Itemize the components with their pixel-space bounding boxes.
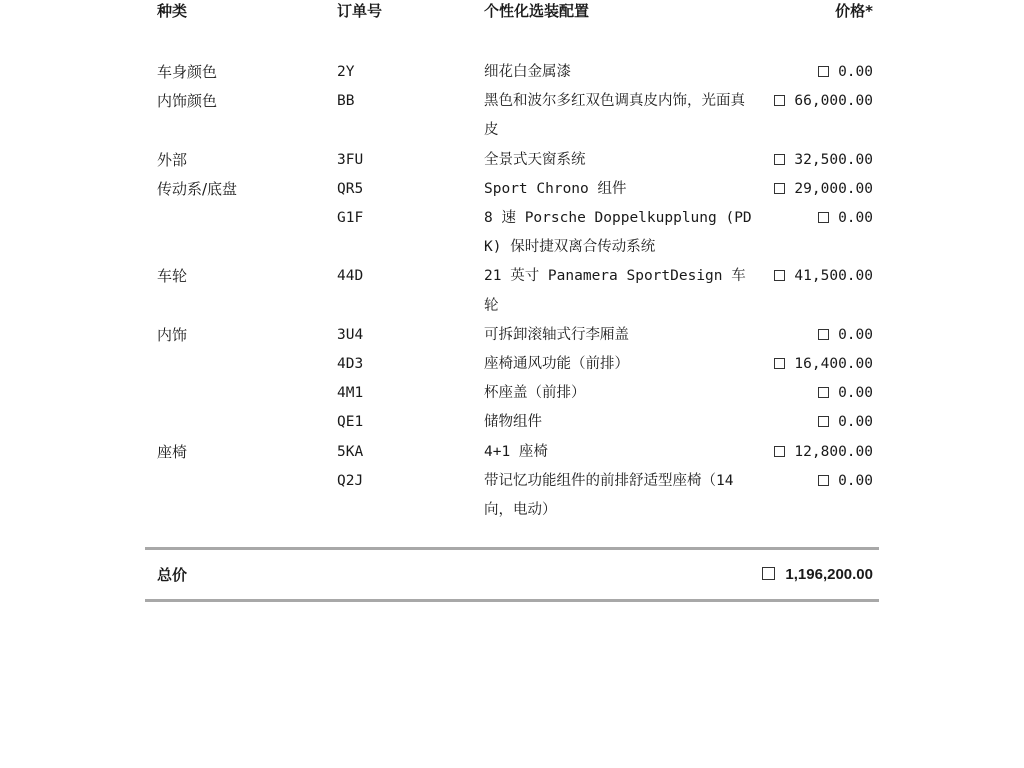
row-price: 0.00 xyxy=(838,64,873,80)
row-option: 4+1 座椅 xyxy=(484,443,548,460)
row-code: Q2J xyxy=(337,472,364,489)
row-price: 12,800.00 xyxy=(794,443,873,460)
row-category: 车身颜色 xyxy=(157,63,218,81)
total-divider-top xyxy=(145,547,879,550)
checkbox-icon xyxy=(818,329,829,340)
row-code: 3U4 xyxy=(337,326,364,343)
row-price-cell xyxy=(774,262,873,291)
row-code: 5KA xyxy=(337,443,364,460)
row-price-cell xyxy=(774,175,873,204)
header-order-code: 订单号 xyxy=(337,2,383,20)
row-price: 32,500.00 xyxy=(794,151,873,168)
row-price: 29,000.00 xyxy=(794,180,873,197)
row-option: Sport Chrono 组件 xyxy=(484,180,627,197)
row-price-cell xyxy=(774,350,873,379)
total-label: 总价 xyxy=(157,566,188,584)
checkbox-icon xyxy=(774,270,785,281)
row-category: 传动系/底盘 xyxy=(157,179,238,198)
total-price-cell xyxy=(762,565,873,585)
row-price: 0.00 xyxy=(838,210,873,227)
table-row xyxy=(0,379,1024,408)
row-category: 内饰颜色 xyxy=(157,92,218,111)
header-price: 价格* xyxy=(835,2,873,20)
row-code: 4M1 xyxy=(337,385,364,402)
row-price-cell xyxy=(818,321,873,350)
checkbox-icon xyxy=(818,475,829,486)
checkbox-icon xyxy=(774,183,785,194)
row-code: QR5 xyxy=(337,180,364,197)
table-row xyxy=(0,408,1024,437)
table-row xyxy=(0,204,1024,262)
row-price: 0.00 xyxy=(838,414,873,431)
table-row xyxy=(0,146,1024,175)
header-category: 种类 xyxy=(157,2,188,20)
table-header xyxy=(0,0,1024,24)
row-option: 8 速 Porsche Doppelkupplung (PDK) 保时捷双离合传动系统 xyxy=(484,210,752,256)
checkbox-icon xyxy=(818,212,829,223)
checkbox-icon xyxy=(818,387,829,398)
row-price-cell xyxy=(818,204,873,233)
table-row xyxy=(0,467,1024,525)
header-option: 个性化选装配置 xyxy=(484,2,590,20)
row-code: 2Y xyxy=(337,64,355,80)
row-code: 44D xyxy=(337,268,364,285)
row-price: 0.00 xyxy=(838,326,873,343)
row-option: 可拆卸滚轴式行李厢盖 xyxy=(484,326,629,343)
row-price-cell xyxy=(818,408,873,437)
row-price: 16,400.00 xyxy=(794,356,873,373)
table-row xyxy=(0,438,1024,467)
checkbox-icon xyxy=(774,446,785,457)
row-category: 车轮 xyxy=(157,267,188,286)
row-price-cell xyxy=(774,87,873,116)
table-row xyxy=(0,262,1024,320)
row-code: QE1 xyxy=(337,414,364,431)
table-row xyxy=(0,350,1024,379)
row-code: 4D3 xyxy=(337,356,364,373)
row-category: 内饰 xyxy=(157,325,188,344)
row-code: 3FU xyxy=(337,151,364,168)
row-option: 21 英寸 Panamera SportDesign 车轮 xyxy=(484,268,746,314)
table-row xyxy=(0,175,1024,204)
row-option: 黑色和波尔多红双色调真皮内饰，光面真皮 xyxy=(484,93,745,139)
row-price-cell xyxy=(774,438,873,467)
checkbox-icon xyxy=(774,95,785,106)
row-category: 外部 xyxy=(157,150,188,169)
row-price-cell xyxy=(818,467,873,496)
total-price: 1,196,200.00 xyxy=(785,566,873,583)
row-price: 66,000.00 xyxy=(794,93,873,110)
row-price-cell xyxy=(774,146,873,175)
row-option: 细花白金属漆 xyxy=(484,64,571,80)
table-row xyxy=(0,321,1024,350)
total-divider-bottom xyxy=(145,599,879,602)
row-code: BB xyxy=(337,93,355,110)
checkbox-icon xyxy=(774,358,785,369)
row-option: 带记忆功能组件的前排舒适型座椅（14 向，电动） xyxy=(484,472,734,519)
row-option: 座椅通风功能（前排） xyxy=(484,356,629,373)
row-option: 储物组件 xyxy=(484,414,542,431)
checkbox-icon xyxy=(818,416,829,427)
row-option: 全景式天窗系统 xyxy=(484,151,586,168)
checkbox-icon xyxy=(818,66,829,77)
row-option: 杯座盖（前排） xyxy=(484,385,586,402)
row-price-cell xyxy=(818,379,873,408)
row-price: 0.00 xyxy=(838,472,873,489)
row-price: 0.00 xyxy=(838,385,873,402)
row-code: G1F xyxy=(337,210,364,227)
table-row xyxy=(0,58,1024,87)
row-price-cell xyxy=(818,58,873,87)
row-price: 41,500.00 xyxy=(794,268,873,285)
table-body xyxy=(0,58,1024,525)
checkbox-icon xyxy=(762,567,775,580)
checkbox-icon xyxy=(774,154,785,165)
row-category: 座椅 xyxy=(157,442,188,461)
table-row xyxy=(0,87,1024,145)
